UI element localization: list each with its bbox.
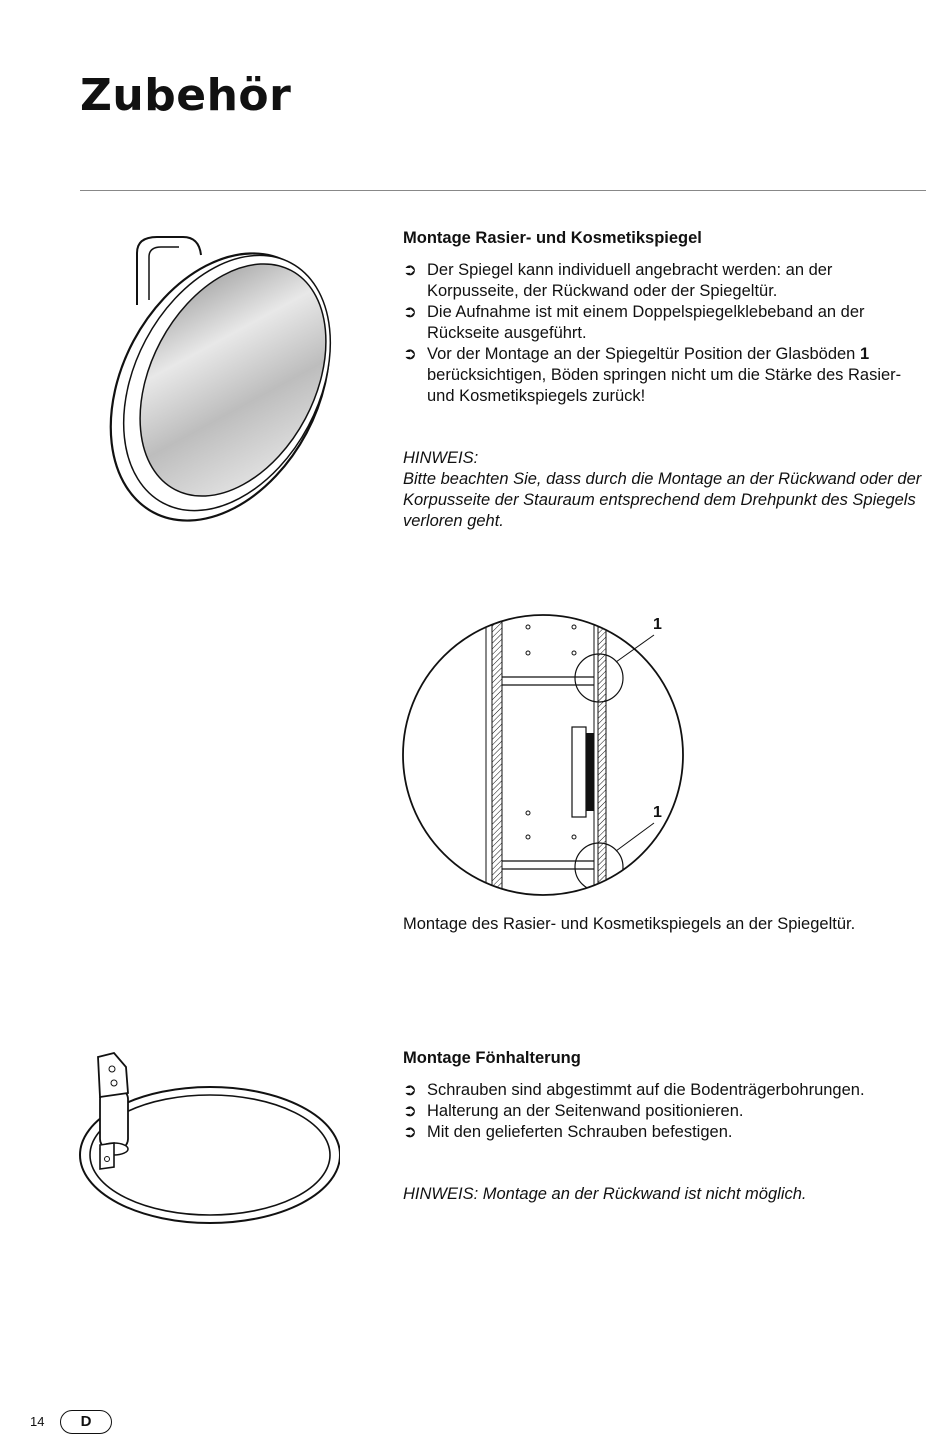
callout-shelf-bottom: 1 <box>653 804 662 821</box>
bullet-text-before: Vor der Montage an der Spiegeltür Position der Glasböden <box>427 345 860 363</box>
note-label: HINWEIS: <box>403 449 479 467</box>
list-item <box>403 1101 923 1122</box>
dryer-instructions-list <box>403 1080 923 1143</box>
list-item <box>403 260 923 302</box>
right-arrow-bullet-icon: ➲ <box>403 261 417 279</box>
cosmetic-mirror-illustration <box>75 225 335 535</box>
dryer-holder-section <box>403 1048 923 1205</box>
bullet-text: Der Spiegel kann individuell angebracht werden: an der Korpusseite, der Rückwand oder der Spiegeltür. <box>427 261 833 300</box>
shelf-reference-number: 1 <box>859 345 870 363</box>
header-divider <box>80 190 926 191</box>
bullet-text: Halterung an der Seitenwand positionieren. <box>427 1102 744 1120</box>
right-arrow-bullet-icon: ➲ <box>403 1081 417 1099</box>
page-number: 14 <box>30 1414 45 1429</box>
mirror-mounting-section <box>403 228 923 532</box>
right-arrow-bullet-icon: ➲ <box>403 345 417 363</box>
hair-dryer-holder-illustration <box>70 1045 340 1245</box>
figure-caption: Montage des Rasier- und Kosmetikspiegels an der Spiegeltür. <box>403 915 856 933</box>
dryer-section-heading: Montage Fönhalterung <box>403 1049 581 1067</box>
right-arrow-bullet-icon: ➲ <box>403 1102 417 1120</box>
language-badge: D <box>60 1410 112 1434</box>
list-item <box>403 1080 923 1101</box>
bullet-text: Die Aufnahme ist mit einem Doppelspiegelklebeband an der Rückseite ausgeführt. <box>427 303 865 342</box>
list-item <box>403 1122 923 1143</box>
right-arrow-bullet-icon: ➲ <box>403 1123 417 1141</box>
mirror-note <box>403 448 923 532</box>
bullet-text: Schrauben sind abgestimmt auf die Bodenträgerbohrungen. <box>427 1081 865 1099</box>
bullet-text: Mit den gelieferten Schrauben befestigen. <box>427 1123 733 1141</box>
note-text: Bitte beachten Sie, dass durch die Montage an der Rückwand oder der Korpusseite der Stauraum entsprechend dem Drehpunkt des Spiegels verloren geht. <box>403 470 922 530</box>
mirror-door-detail-illustration <box>400 605 690 905</box>
callout-shelf-top: 1 <box>653 616 662 633</box>
page-title: Zubehör <box>80 70 292 121</box>
dryer-note: HINWEIS: Montage an der Rückwand ist nicht möglich. <box>403 1185 807 1203</box>
right-arrow-bullet-icon: ➲ <box>403 303 417 321</box>
list-item <box>403 302 923 344</box>
mirror-instructions-list <box>403 260 923 407</box>
list-item <box>403 344 923 407</box>
bullet-text-after: berücksichtigen, Böden springen nicht um die Stärke des Rasier- und Kosmetikspiegels zurück! <box>427 366 902 405</box>
mirror-section-heading: Montage Rasier- und Kosmetikspiegel <box>403 229 702 247</box>
